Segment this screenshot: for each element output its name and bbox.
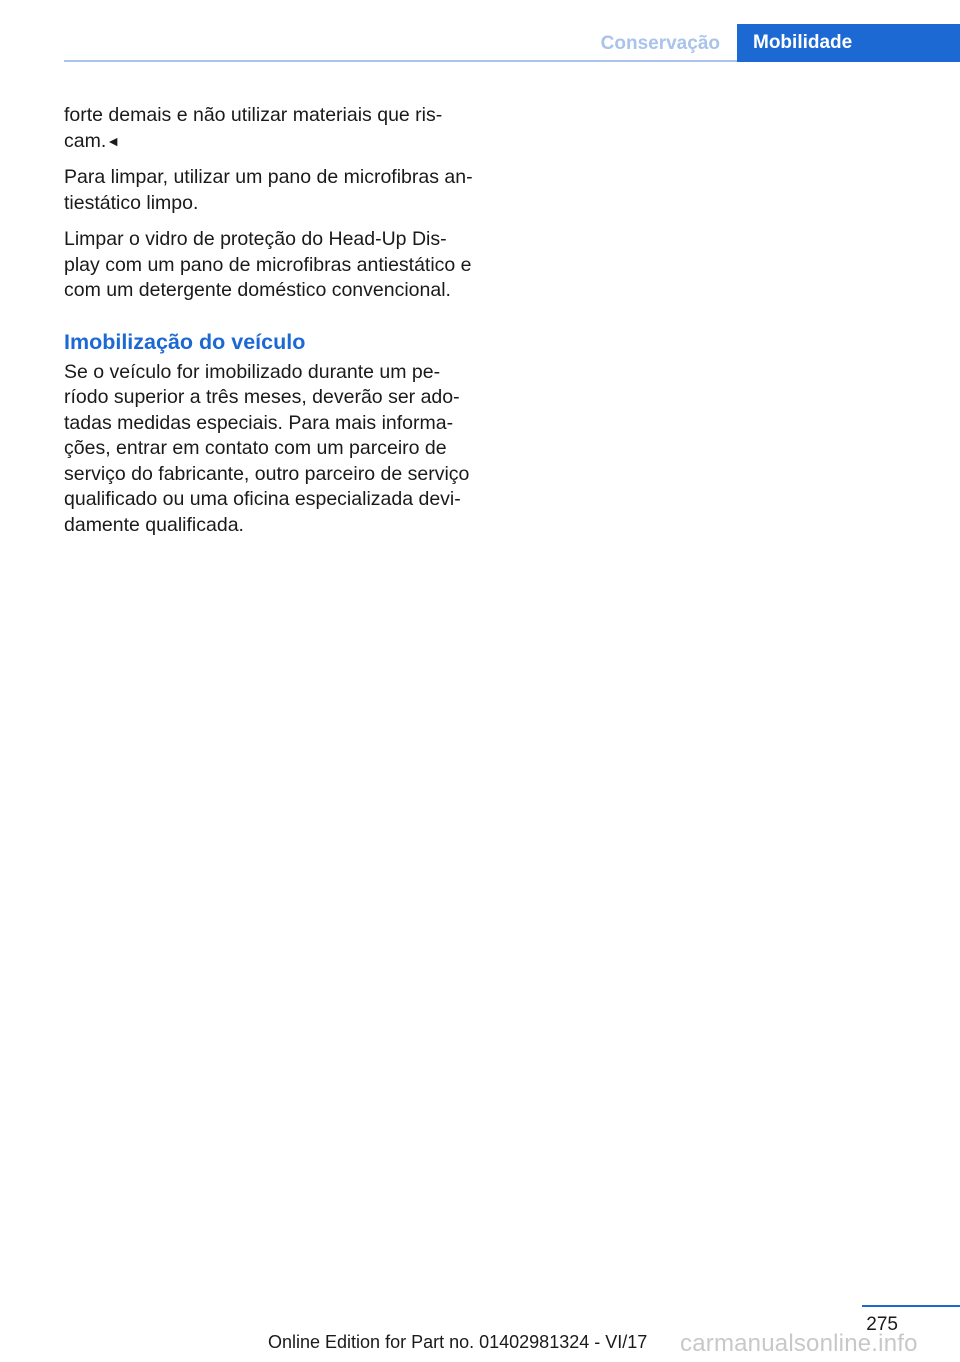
- page-content: [64, 103, 482, 549]
- section-heading: Imobilização do veículo: [64, 329, 306, 354]
- page-number: 275: [866, 1314, 898, 1335]
- page-number-rule: [862, 1305, 960, 1307]
- end-of-warning-icon: ◄: [106, 132, 121, 149]
- paragraph-1-text: forte demais e não utilizar materiais que ris‐ cam.: [64, 104, 443, 152]
- header-section-tab[interactable]: Conservação: [600, 33, 720, 54]
- footer-edition: Online Edition for Part no. 01402981324 - VI/17: [268, 1332, 648, 1352]
- paragraph-3: Limpar o vidro de proteção do Head-Up Dis‐ play com um pano de microfibras antiestático e com um detergente doméstico convencional.: [64, 228, 472, 301]
- paragraph-1: [64, 103, 482, 154]
- paragraph-4: Se o veículo for imobilizado durante um pe‐ ríodo superior a três meses, deverão ser ado‐ tadas medidas especiais. Para mais informa‐ ções, entrar em contato com um parceiro de serviço do fabricante, outro parceiro de serviço qualificado ou uma oficina especializada devi‐ damente qualificada.: [64, 360, 470, 536]
- watermark: carmanualsonline.info: [680, 1330, 918, 1357]
- paragraph-2: Para limpar, utilizar um pano de microfibras an‐ tiestático limpo.: [64, 166, 473, 214]
- header-chapter-tab[interactable]: Mobilidade: [737, 24, 960, 62]
